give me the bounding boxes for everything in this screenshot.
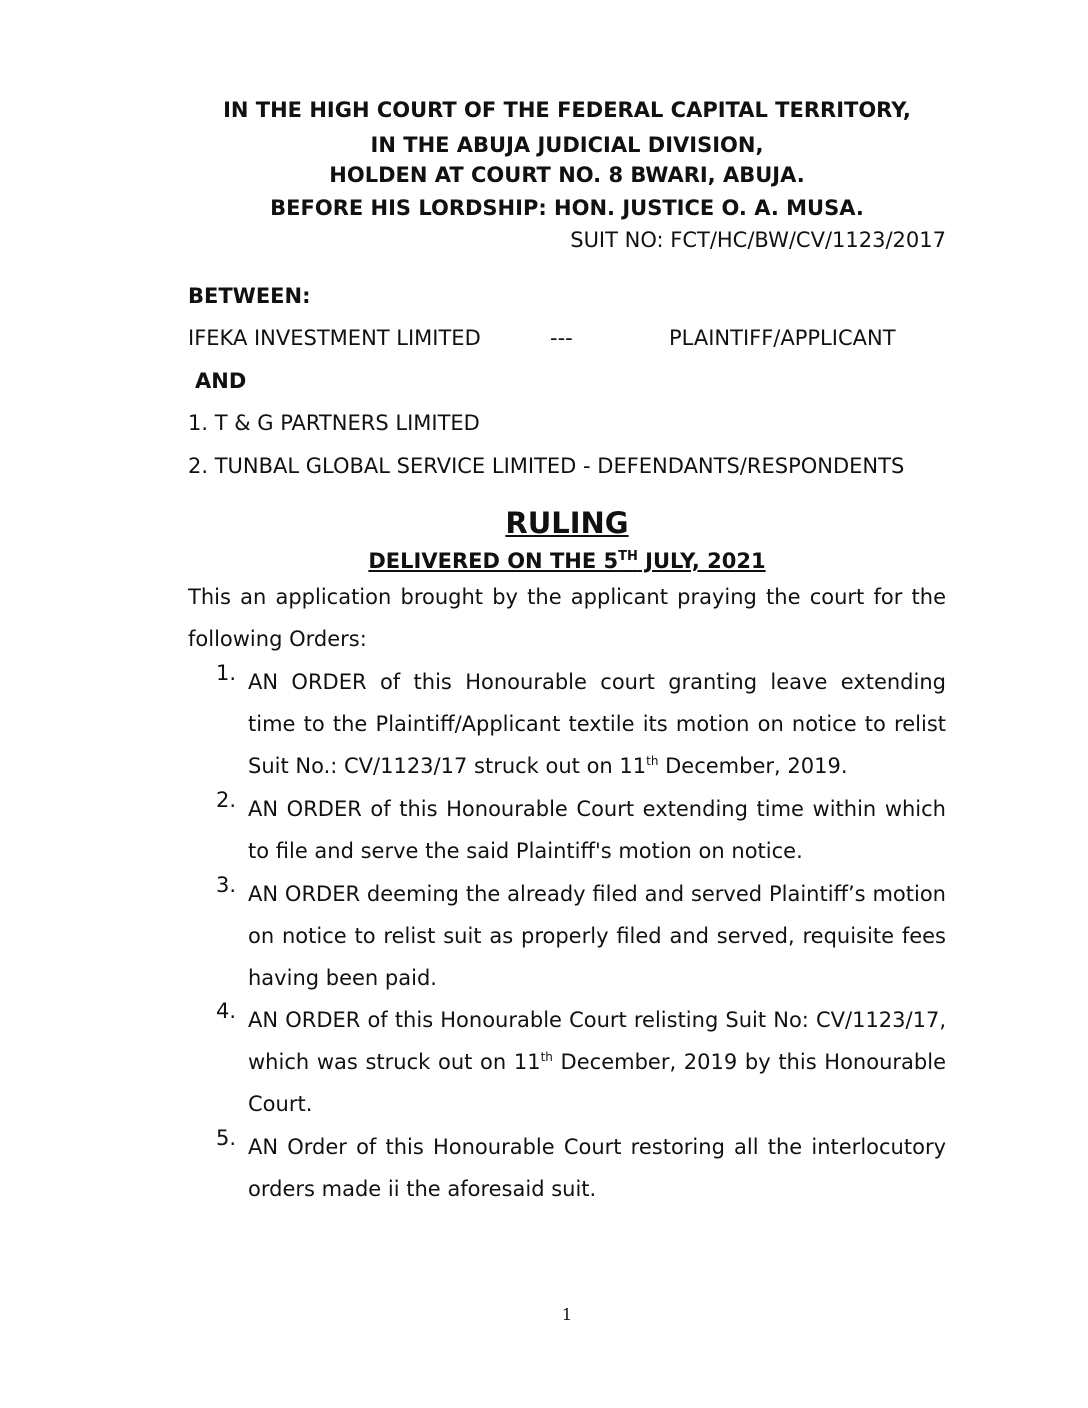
defendant-2: 2. TUNBAL GLOBAL SERVICE LIMITED - DEFENDANTS/RESPONDENTS xyxy=(188,454,905,478)
ordinal-suffix: th xyxy=(646,754,659,768)
and-label: AND xyxy=(195,369,247,393)
order-number: 2. xyxy=(216,788,237,812)
suit-number: SUIT NO: FCT/HC/BW/CV/1123/2017 xyxy=(570,228,946,252)
party-separator: --- xyxy=(550,326,573,350)
court-heading-line-4: BEFORE HIS LORDSHIP: HON. JUSTICE O. A. MUSA. xyxy=(270,196,864,220)
court-heading-line-2: IN THE ABUJA JUDICIAL DIVISION, xyxy=(370,133,764,157)
court-heading-line-1: IN THE HIGH COURT OF THE FEDERAL CAPITAL TERRITORY, xyxy=(223,98,911,122)
delivery-date-prefix: DELIVERED ON THE 5 xyxy=(368,549,619,573)
order-number: 1. xyxy=(216,661,237,685)
order-text-part: December, 2019. xyxy=(658,754,848,778)
order-text xyxy=(248,999,946,1125)
order-text: AN ORDER deeming the already filed and served Plaintiff’s motion on notice to relist suit as properly filed and served, requisite fees having been paid. xyxy=(248,882,946,990)
order-number: 4. xyxy=(216,999,237,1023)
order-text: AN Order of this Honourable Court restoring all the interlocutory orders made ii the aforesaid suit. xyxy=(248,1135,946,1201)
order-number: 5. xyxy=(216,1126,237,1150)
between-label: BETWEEN: xyxy=(188,284,311,308)
delivery-date-ordinal: TH xyxy=(618,549,638,564)
order-text-part: AN ORDER of this Honourable Court relisting Suit No: CV/1123/17, which was struck out on 11 xyxy=(248,1008,946,1074)
page-number: 1 xyxy=(561,1305,573,1324)
order-text xyxy=(248,661,946,787)
delivery-date-suffix: JULY, 2021 xyxy=(637,549,766,573)
order-text: AN ORDER of this Honourable Court extending time within which to file and serve the said Plaintiff's motion on notice. xyxy=(248,797,946,863)
delivery-date xyxy=(0,549,1088,573)
order-text-part: December, 2019 by this Honourable Court. xyxy=(248,1050,946,1116)
ruling-title: RULING xyxy=(505,506,629,540)
court-heading-line-3: HOLDEN AT COURT NO. 8 BWARI, ABUJA. xyxy=(329,163,805,187)
order-number: 3. xyxy=(216,873,237,897)
plaintiff-name: IFEKA INVESTMENT LIMITED xyxy=(188,326,481,350)
defendant-1: 1. T & G PARTNERS LIMITED xyxy=(188,411,480,435)
intro-paragraph: This an application brought by the applicant praying the court for the following Orders: xyxy=(188,585,946,651)
plaintiff-role: PLAINTIFF/APPLICANT xyxy=(669,326,896,350)
ordinal-suffix: th xyxy=(540,1050,553,1064)
order-text-part: AN ORDER of this Honourable court granting leave extending time to the Plaintiff/Applicant textile its motion on notice to relist Suit No.: CV/1123/17 struck out on 11 xyxy=(248,670,946,778)
